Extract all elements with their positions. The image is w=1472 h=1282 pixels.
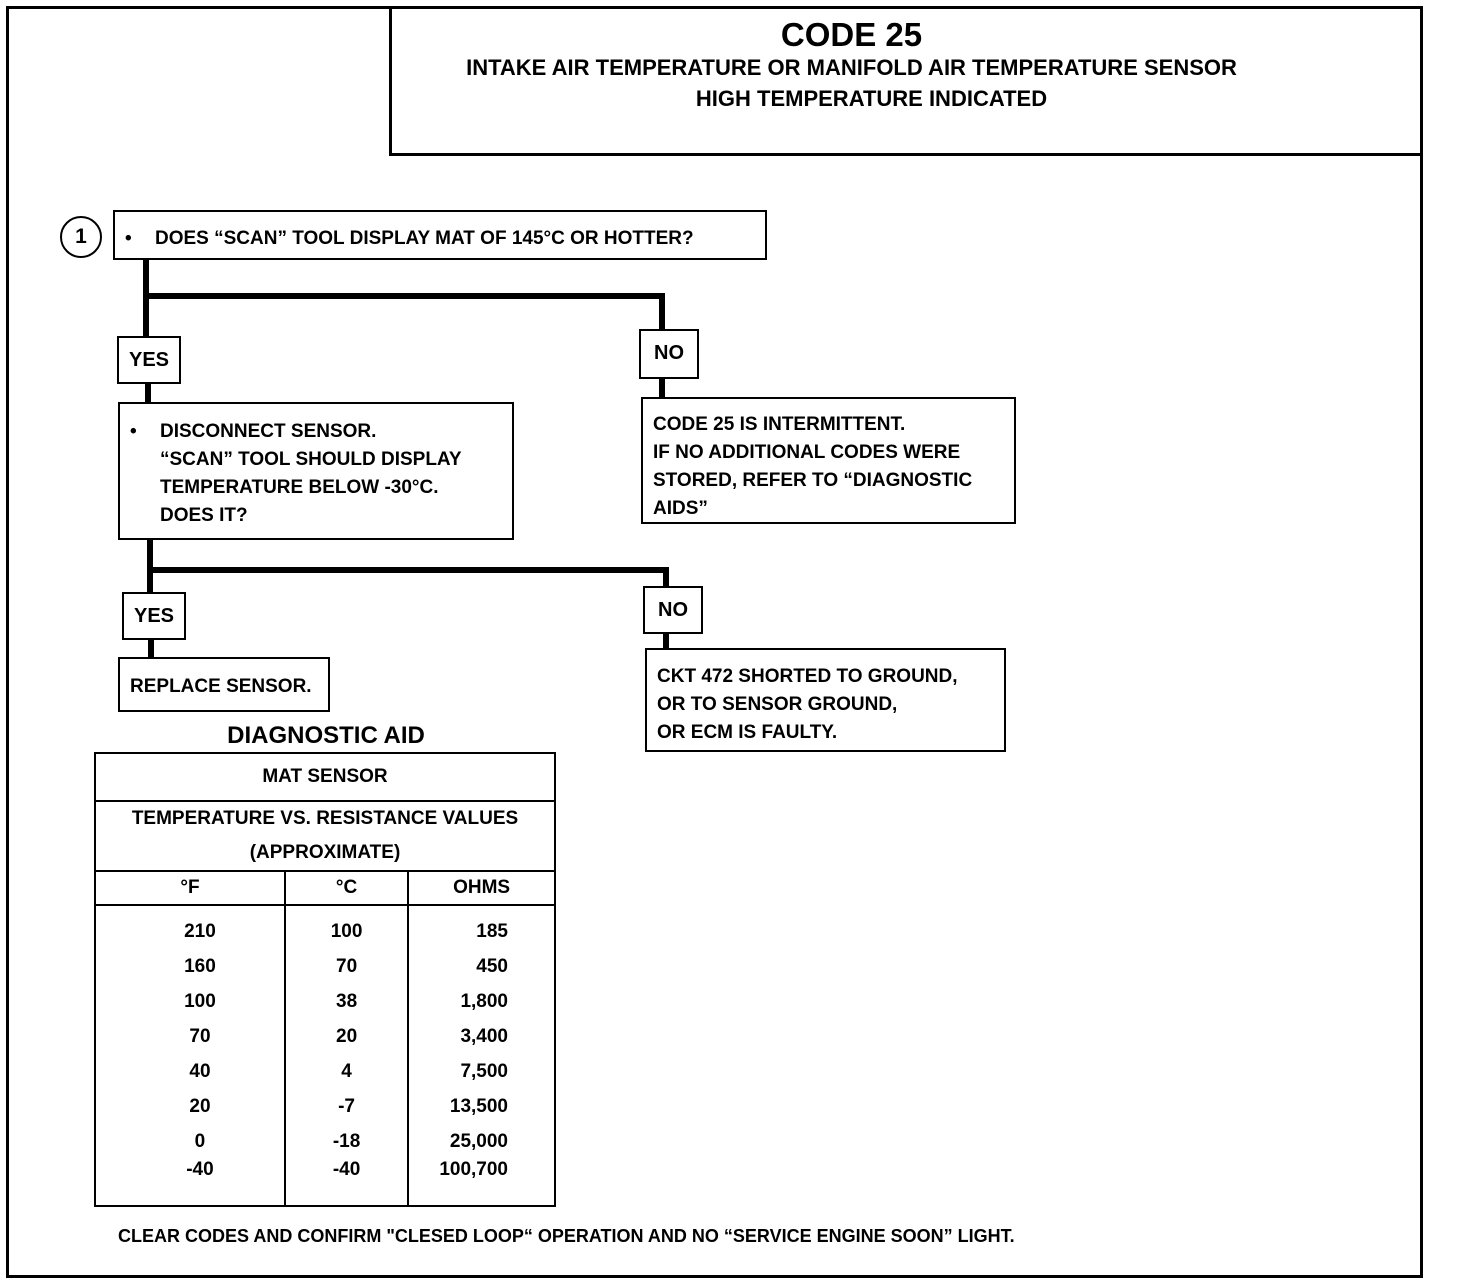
bullet-icon: • — [130, 421, 137, 442]
connector-line — [147, 567, 669, 573]
table-row — [95, 984, 555, 1019]
column-header: OHMS — [408, 871, 555, 905]
ohms-cell: 1,800 — [408, 984, 555, 1019]
table-title: MAT SENSOR — [95, 753, 555, 801]
fahrenheit-cell: 0 — [95, 1124, 285, 1159]
no-label-2: NO — [643, 586, 703, 634]
celsius-cell: 70 — [285, 949, 408, 984]
table-row — [95, 1089, 555, 1124]
ohms-cell: 25,000 — [408, 1124, 555, 1159]
ohms-cell: 13,500 — [408, 1089, 555, 1124]
footer-instruction: CLEAR CODES AND CONFIRM "CLESED LOOP“ OPERATION AND NO “SERVICE ENGINE SOON” LIGHT. — [118, 1226, 1015, 1246]
fahrenheit-cell: -40 — [95, 1159, 285, 1206]
no-1-result-line: IF NO ADDITIONAL CODES WERE — [653, 442, 961, 463]
fahrenheit-cell: 40 — [95, 1054, 285, 1089]
page-title: CODE 25 — [780, 16, 923, 53]
connector-line — [143, 293, 665, 299]
question-box-1 — [113, 210, 767, 260]
table-row — [95, 1124, 555, 1159]
connector-line — [145, 384, 151, 404]
no-2-result-line: OR TO SENSOR GROUND, — [657, 694, 898, 715]
action-1-line: DOES IT? — [160, 505, 248, 526]
celsius-cell: -7 — [285, 1089, 408, 1124]
no-1-result-line: STORED, REFER TO “DIAGNOSTIC — [653, 470, 973, 491]
yes-2-result-text: REPLACE SENSOR. — [130, 676, 312, 697]
question-1-text: DOES “SCAN” TOOL DISPLAY MAT OF 145°C OR HOTTER? — [155, 228, 694, 249]
fahrenheit-cell: 20 — [95, 1089, 285, 1124]
table-row — [95, 1019, 555, 1054]
celsius-cell: 38 — [285, 984, 408, 1019]
column-header: °F — [95, 871, 285, 905]
fahrenheit-cell: 210 — [95, 905, 285, 949]
no-label-1: NO — [639, 329, 699, 379]
table-subtitle-line: (APPROXIMATE) — [249, 842, 401, 863]
ohms-cell: 100,700 — [408, 1159, 555, 1206]
table-row — [95, 905, 555, 949]
yes-label-2: YES — [122, 592, 186, 640]
ohms-cell: 185 — [408, 905, 555, 949]
no-1-result-line: AIDS” — [653, 498, 708, 519]
celsius-cell: 100 — [285, 905, 408, 949]
table-row — [95, 1159, 555, 1206]
connector-line — [148, 640, 154, 658]
fahrenheit-cell: 100 — [95, 984, 285, 1019]
fahrenheit-cell: 70 — [95, 1019, 285, 1054]
action-1-line: “SCAN” TOOL SHOULD DISPLAY — [160, 449, 462, 470]
ohms-cell: 3,400 — [408, 1019, 555, 1054]
bullet-icon: • — [125, 228, 132, 249]
page-subtitle: INTAKE AIR TEMPERATURE OR MANIFOLD AIR TEMPERATURE SENSOR — [466, 55, 1237, 80]
action-1-line: TEMPERATURE BELOW -30°C. — [160, 477, 439, 498]
table-subtitle — [95, 801, 555, 871]
connector-line — [659, 293, 665, 329]
step-number-circle: 1 — [60, 216, 102, 258]
ohms-cell: 450 — [408, 949, 555, 984]
ohms-cell: 7,500 — [408, 1054, 555, 1089]
no-1-result-box — [641, 397, 1016, 524]
page-subtitle-2: HIGH TEMPERATURE INDICATED — [695, 86, 1048, 111]
column-header: °C — [285, 871, 408, 905]
celsius-cell: 20 — [285, 1019, 408, 1054]
no-2-result-box — [645, 648, 1006, 752]
no-1-result-line: CODE 25 IS INTERMITTENT. — [653, 414, 906, 435]
no-2-result-line: OR ECM IS FAULTY. — [657, 722, 838, 743]
action-box-1 — [118, 402, 514, 540]
mat-sensor-table — [94, 752, 556, 1207]
celsius-cell: -18 — [285, 1124, 408, 1159]
action-1-line: DISCONNECT SENSOR. — [160, 421, 377, 442]
fahrenheit-cell: 160 — [95, 949, 285, 984]
no-2-result-line: CKT 472 SHORTED TO GROUND, — [657, 666, 958, 687]
table-subtitle-line: TEMPERATURE VS. RESISTANCE VALUES — [131, 808, 519, 829]
celsius-cell: -40 — [285, 1159, 408, 1206]
yes-2-result-box — [118, 657, 330, 712]
diagnostic-aid-title: DIAGNOSTIC AID — [227, 722, 425, 749]
yes-label-1: YES — [117, 336, 181, 384]
connector-line — [663, 567, 669, 587]
table-row — [95, 949, 555, 984]
connector-line — [659, 379, 665, 399]
connector-line — [147, 540, 153, 592]
celsius-cell: 4 — [285, 1054, 408, 1089]
table-row — [95, 1054, 555, 1089]
